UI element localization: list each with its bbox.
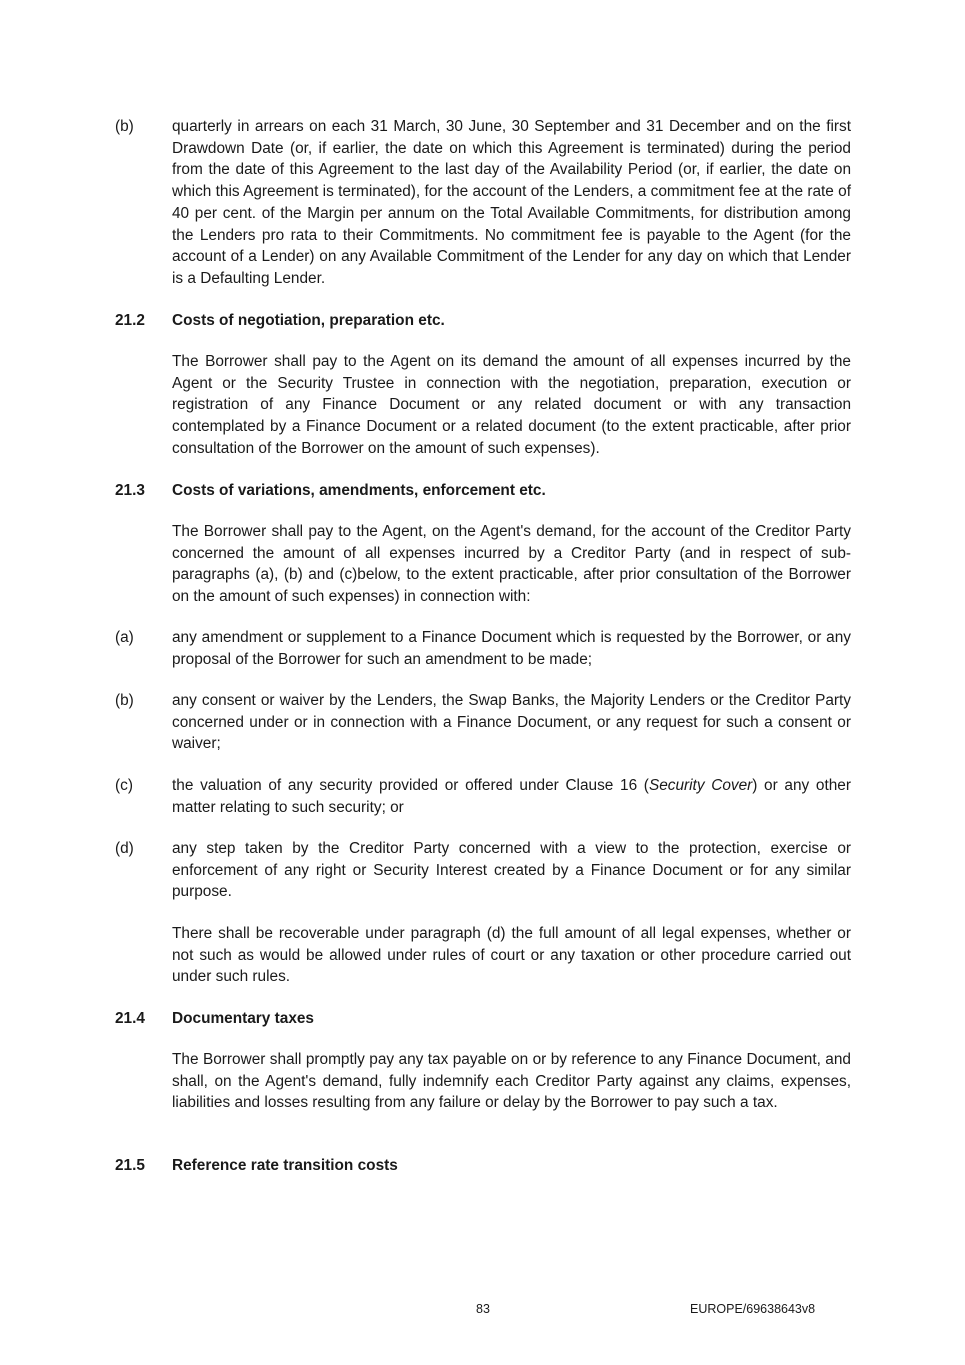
list-item-b [115,690,851,755]
list-item-text [172,775,851,818]
paragraph-text: The Borrower shall promptly pay any tax payable on or by reference to any Finance Document, and shall, on the Agent's demand, fully indemnify each Creditor Party against any claims, expenses, liabilities and losses resulting from any failure or delay by the Borrower to pay such a tax. [172,1051,851,1112]
list-label: (c) [115,777,133,794]
section-heading-21-3 [115,480,851,502]
section-title: Costs of variations, amendments, enforcement etc. [172,482,546,499]
list-item-text: any step taken by the Creditor Party concerned with a view to the protection, exercise or enforcement of any right or Security Interest created by a Finance Document or for any similar purpose. [172,840,851,901]
list-item-text-start: the valuation of any security provided or offered under Clause 16 ( [172,777,649,794]
paragraph-text: The Borrower shall pay to the Agent, on the Agent's demand, for the account of the Creditor Party concerned the amount of all expenses incurred by a Creditor Party (and in respect of sub-paragraphs (a), (b) and (c)below, to the extent practicable, after prior consultation of the Borrower on the amount of such expenses) in connection with: [172,523,851,606]
list-label: (a) [115,629,134,646]
section-title: Reference rate transition costs [172,1157,398,1174]
paragraph-b-commitment-fee [115,116,851,290]
list-item-c [115,775,851,818]
list-label: (b) [115,692,134,709]
list-item-a [115,627,851,670]
section-body-21-4 [115,1049,851,1114]
section-heading-21-4 [115,1008,851,1030]
section-title: Documentary taxes [172,1010,314,1027]
section-number: 21.5 [115,1157,145,1174]
page-number: 83 [476,1302,490,1316]
list-label: (b) [115,118,134,135]
section-number: 21.2 [115,312,145,329]
paragraph-text: The Borrower shall pay to the Agent on its demand the amount of all expenses incurred by the Agent or the Security Trustee in connection with the negotiation, preparation, execution or registration of any Finance Document or any related document or with any transaction contemplated by a Finance Document or a related document (to the extent practicable, after prior consultation of the Borrower on the amount of such expenses). [172,353,851,457]
list-item-text: any amendment or supplement to a Finance Document which is requested by the Borrower, or any proposal of the Borrower for such an amendment to be made; [172,629,851,668]
section-title: Costs of negotiation, preparation etc. [172,312,445,329]
section-heading-21-2 [115,310,851,332]
section-body-21-3 [115,521,851,608]
list-item-d [115,838,851,903]
section-heading-21-5 [115,1155,851,1177]
paragraph-text: There shall be recoverable under paragraph (d) the full amount of all legal expenses, whether or not such as would be allowed under rules of court or any taxation or other procedure carried out under such rules. [172,925,851,986]
clause-reference: Security Cover [648,777,753,794]
list-item-text-end: ) or any other matter relating to such security; or [172,777,851,816]
paragraph-text: quarterly in arrears on each 31 March, 30 June, 30 September and 31 December and on the first Drawdown Date (or, if earlier, the date on which this Agreement is terminated) during the period from the date of this Agreement to the last day of the Availability Period (or, if earlier, the date on which this Agreement is terminated), for the account of the Lenders, a commitment fee at the rate of 40 per cent. of the Margin per annum on the Total Available Commitments, for distribution among the Lenders pro rata to their Commitments. No commitment fee is payable to the Agent (for the account of a Lender) on any Available Commitment of the Lender for any day on which that Lender is a Defaulting Lender. [172,118,851,287]
section-number: 21.4 [115,1010,145,1027]
document-reference: EUROPE/69638643v8 [690,1302,816,1316]
section-closing-21-3 [115,923,851,988]
section-number: 21.3 [115,482,145,499]
section-body-21-2 [115,351,851,460]
list-label: (d) [115,840,134,857]
list-item-text: any consent or waiver by the Lenders, the Swap Banks, the Majority Lenders or the Creditor Party concerned under or in connection with a Finance Document, or any request for such a consent or waiver; [172,692,851,753]
